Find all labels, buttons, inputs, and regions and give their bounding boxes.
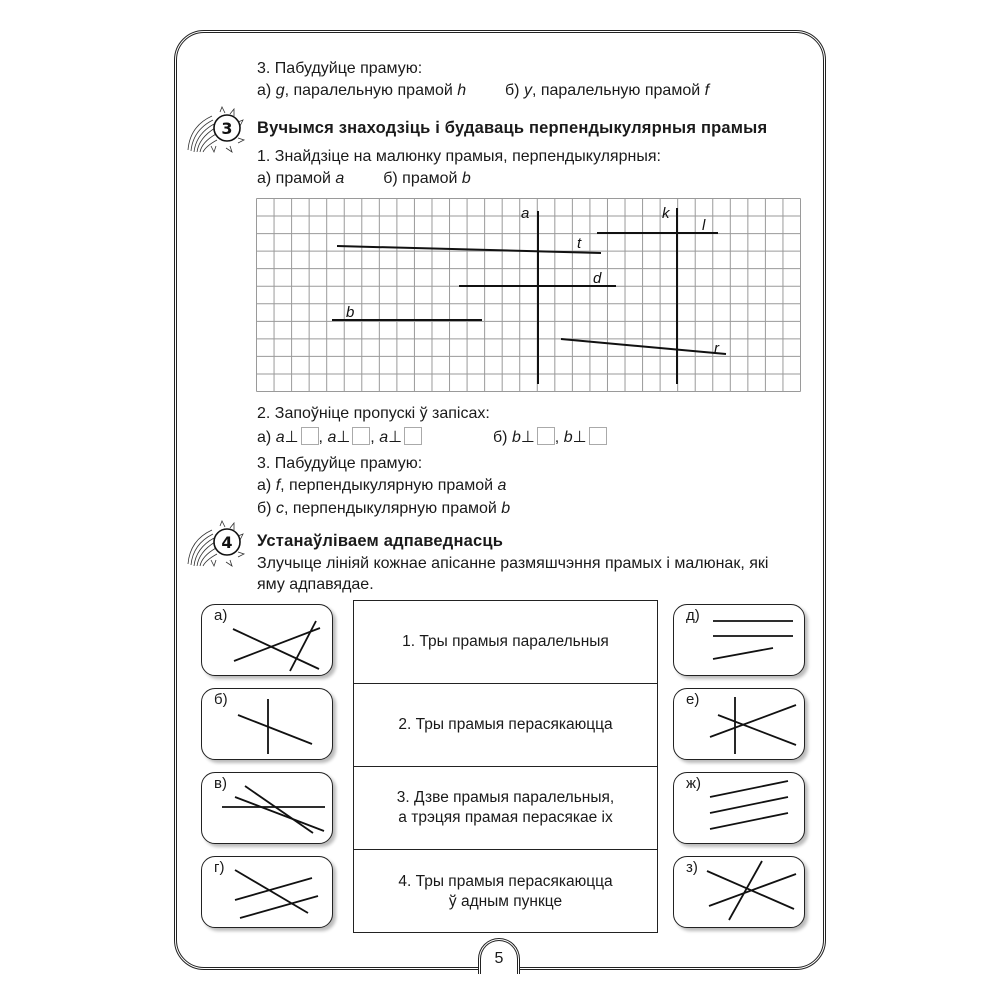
figure-card-g[interactable] bbox=[201, 856, 333, 928]
line-var: a bbox=[327, 429, 337, 446]
option-prefix: а) прамой bbox=[257, 170, 331, 187]
figure-card-a[interactable] bbox=[201, 604, 333, 676]
lines-figure bbox=[674, 689, 806, 761]
line-var: f bbox=[275, 477, 281, 494]
option-prefix: б) bbox=[505, 82, 520, 99]
graph-paper-grid bbox=[256, 198, 802, 393]
line-ref: b bbox=[501, 500, 511, 517]
section-number: 4 bbox=[221, 533, 233, 552]
question-3-option-a bbox=[257, 477, 506, 495]
instruction-line-2: яму адпавядае. bbox=[257, 576, 374, 593]
line-ref: a bbox=[497, 477, 507, 494]
task-title: 3. Пабудуйце прамую: bbox=[257, 60, 423, 77]
line-r bbox=[561, 339, 726, 354]
answer-box[interactable] bbox=[404, 427, 422, 445]
description-4[interactable]: 4. Тры прамыя перасякаюцца ў адным пункце bbox=[398, 872, 613, 910]
line-var: a bbox=[275, 429, 285, 446]
card-label: е) bbox=[686, 691, 700, 708]
perp-symbol: ⊥ bbox=[572, 429, 587, 446]
figure-card-d[interactable] bbox=[673, 604, 805, 676]
description-3[interactable]: 3. Дзве прамыя паралельныя, а трэцяя прамая перасякае іх bbox=[354, 767, 657, 850]
line-var: b bbox=[461, 170, 471, 187]
label-b: b bbox=[346, 304, 355, 321]
comma: , bbox=[370, 429, 375, 446]
description-1[interactable]: 1. Тры прамыя паралельныя bbox=[354, 601, 657, 684]
line-var: c bbox=[275, 500, 284, 517]
question-3-option-b bbox=[257, 500, 510, 518]
label-a: a bbox=[521, 205, 530, 222]
lines-figure bbox=[202, 857, 334, 929]
perp-symbol: ⊥ bbox=[520, 429, 535, 446]
option-text: , паралельную прамой bbox=[531, 82, 701, 99]
descriptions-table bbox=[353, 600, 658, 933]
option-text: , перпендыкулярную прамой bbox=[280, 477, 494, 494]
lines-figure bbox=[202, 689, 334, 761]
section3-heading: Вучымся знаходзіць і будаваць перпендыкулярныя прамыя bbox=[257, 119, 768, 137]
option-prefix: б) bbox=[257, 500, 272, 517]
sun-section-icon bbox=[186, 106, 252, 156]
lines-figure bbox=[674, 857, 806, 929]
instruction-line-1: Злучыце лініяй кожнае апісанне размяшчэння прамых і малюнак, які bbox=[257, 555, 769, 572]
card-label: ж) bbox=[686, 775, 702, 792]
card-label: в) bbox=[214, 775, 227, 792]
line-ref: f bbox=[704, 82, 710, 99]
page-number: 5 bbox=[478, 938, 520, 974]
figure-card-b[interactable] bbox=[201, 688, 333, 760]
line-t bbox=[337, 246, 601, 253]
figure-card-zh[interactable] bbox=[673, 772, 805, 844]
line-var: y bbox=[523, 82, 532, 99]
line-var: b bbox=[563, 429, 573, 446]
label-t: t bbox=[577, 235, 582, 252]
card-label: г) bbox=[214, 859, 225, 876]
comma: , bbox=[554, 429, 560, 446]
option-prefix: б) прамой bbox=[383, 170, 458, 187]
option-prefix: б) bbox=[493, 429, 508, 446]
figure-card-v[interactable] bbox=[201, 772, 333, 844]
line-ref: h bbox=[457, 82, 467, 99]
lines-figure bbox=[202, 605, 334, 677]
lines-figure bbox=[674, 773, 806, 845]
line-var: a bbox=[335, 170, 345, 187]
card-label: з) bbox=[686, 859, 698, 876]
task-option-b bbox=[505, 82, 709, 100]
sun-section-icon bbox=[186, 520, 252, 570]
card-label: а) bbox=[214, 607, 228, 624]
perp-symbol: ⊥ bbox=[388, 429, 403, 446]
task-option-a bbox=[257, 82, 466, 100]
option-prefix: а) bbox=[257, 429, 272, 446]
question-3: 3. Пабудуйце прамую: bbox=[257, 455, 423, 472]
question-2-row-b bbox=[493, 427, 607, 447]
perp-symbol: ⊥ bbox=[284, 429, 299, 446]
label-d: d bbox=[593, 270, 602, 287]
answer-box[interactable] bbox=[301, 427, 319, 445]
figure-card-z[interactable] bbox=[673, 856, 805, 928]
lines-figure bbox=[202, 773, 334, 845]
option-text: , паралельную прамой bbox=[284, 82, 453, 99]
section4-heading: Устанаўліваем адпаведнасць bbox=[257, 532, 504, 550]
label-r: r bbox=[714, 340, 719, 357]
description-2[interactable]: 2. Тры прамыя перасякаюцца bbox=[354, 684, 657, 767]
question-1: 1. Знайдзіце на малюнку прамыя, перпендыкулярныя: bbox=[257, 148, 661, 165]
figure-card-e[interactable] bbox=[673, 688, 805, 760]
lines-figure bbox=[674, 605, 806, 677]
question-2-row-a bbox=[257, 427, 422, 447]
answer-box[interactable] bbox=[589, 427, 607, 445]
question-1-options bbox=[257, 170, 471, 188]
line-var: g bbox=[275, 82, 285, 99]
answer-box[interactable] bbox=[537, 427, 555, 445]
line-var: b bbox=[511, 429, 521, 446]
option-text: , перпендыкулярную прамой bbox=[283, 500, 497, 517]
section-number: 3 bbox=[221, 119, 233, 138]
label-l: l bbox=[702, 217, 706, 234]
option-prefix: а) bbox=[257, 477, 272, 494]
line-var: a bbox=[379, 429, 389, 446]
perp-symbol: ⊥ bbox=[336, 429, 351, 446]
answer-box[interactable] bbox=[352, 427, 370, 445]
card-label: д) bbox=[686, 607, 700, 624]
card-label: б) bbox=[214, 691, 228, 708]
label-k: k bbox=[662, 205, 670, 222]
option-prefix: а) bbox=[257, 82, 272, 99]
question-2: 2. Запоўніце пропускі ў запісах: bbox=[257, 405, 490, 422]
comma: , bbox=[318, 429, 323, 446]
